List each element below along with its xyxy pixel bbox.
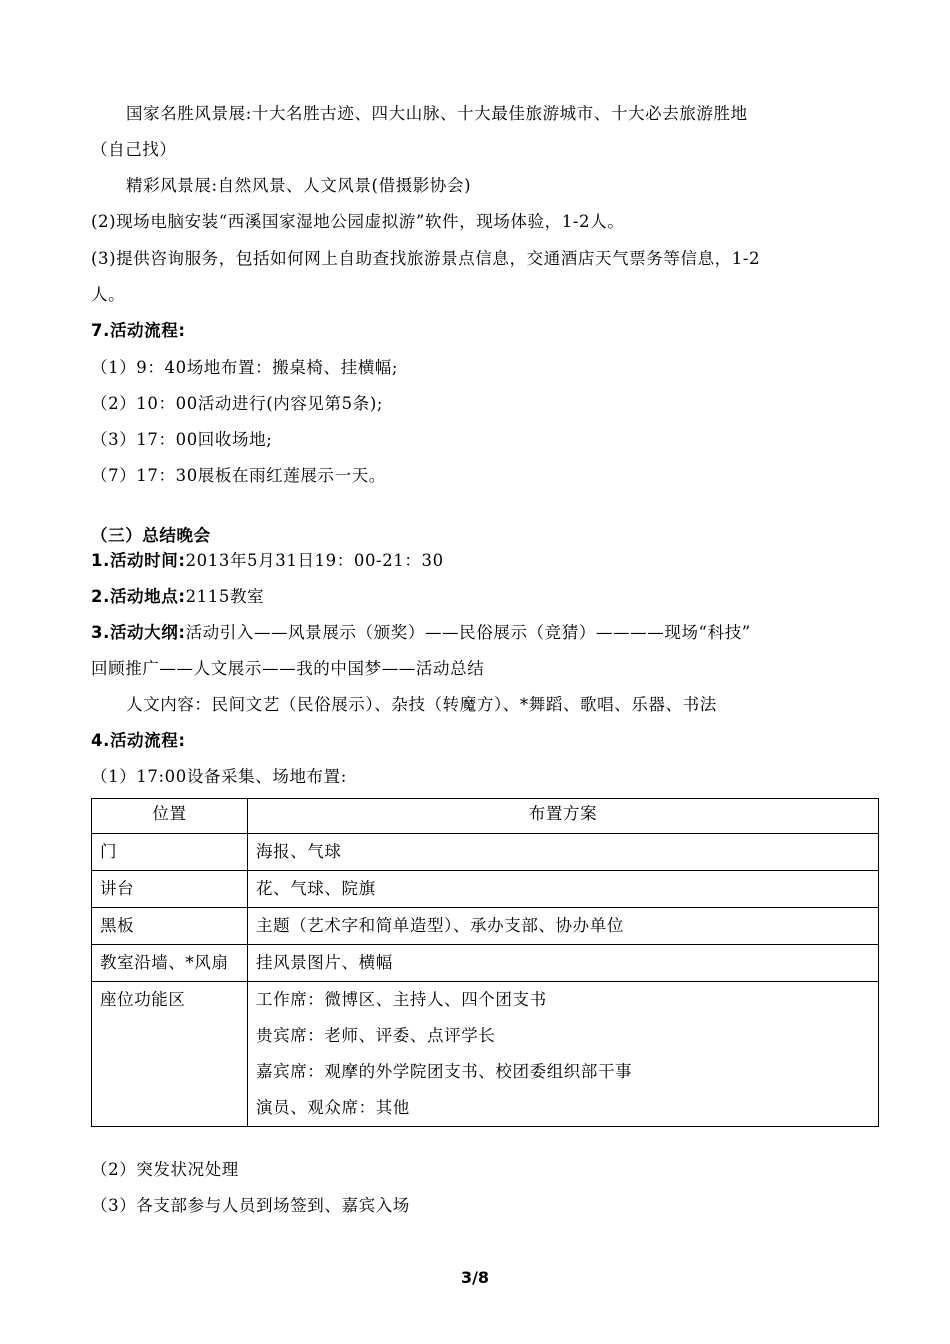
section-heading-flow: 7.活动流程: (91, 321, 186, 340)
table-cell-position: 门 (92, 834, 248, 871)
flow-item-1: （1）9：40场地布置：搬桌椅、挂横幅; (91, 358, 399, 377)
item-3-cont: 人。 (91, 285, 126, 304)
seat-area-audience: 演员、观众席：其他 (256, 1098, 410, 1117)
table-cell-plan (248, 982, 879, 1127)
table-cell-plan: 海报、气球 (248, 834, 879, 871)
activity-time-value: 2013年5月31日19：00-21：30 (185, 551, 444, 570)
table-cell-position: 讲台 (92, 871, 248, 908)
flow-item-2: （2）10：00活动进行(内容见第5条); (91, 394, 384, 413)
table-header-row (92, 799, 879, 834)
table-header-position: 位置 (92, 799, 248, 834)
flow-item-3: （3）17：00回收场地; (91, 430, 273, 449)
table-row (92, 945, 879, 982)
table-row (92, 834, 879, 871)
seat-area-vip: 贵宾席：老师、评委、点评学长 (256, 1026, 496, 1045)
seat-area-guest: 嘉宾席：观摩的外学院团支书、校团委组织部干事 (256, 1062, 633, 1081)
flow2-item-1: （1）17:00设备采集、场地布置: (91, 767, 347, 786)
scenery-exhibit-line: 国家名胜风景展:十大名胜古迹、四大山脉、十大最佳旅游城市、十大必去旅游胜地 (126, 104, 748, 123)
table-header-plan: 布置方案 (248, 799, 879, 834)
page-number: 3/8 (460, 1268, 490, 1287)
table-cell-plan: 挂风景图片、横幅 (248, 945, 879, 982)
activity-place-line (91, 586, 264, 608)
table-cell-position: 座位功能区 (92, 982, 248, 1127)
flow2-item-3: （3）各支部参与人员到场签到、嘉宾入场 (91, 1196, 410, 1215)
item-3-line: (3)提供咨询服务，包括如何网上自助查找旅游景点信息，交通酒店天气票务等信息，1-2 (91, 249, 761, 268)
item-2-line: (2)现场电脑安装“西溪国家湿地公园虚拟游”软件，现场体验，1-2人。 (91, 212, 625, 231)
flow-item-7: （7）17：30展板在雨红莲展示一天。 (91, 466, 386, 485)
activity-outline-line (91, 622, 751, 644)
activity-time-line (91, 550, 444, 572)
table-cell-position: 黑板 (92, 908, 248, 945)
table-cell-plan: 花、气球、院旗 (248, 871, 879, 908)
activity-time-label: 1.活动时间: (91, 551, 186, 570)
table-row (92, 982, 879, 1127)
wonderful-scenery-line: 精彩风景展:自然风景、人文风景(借摄影协会) (126, 176, 472, 195)
scenery-exhibit-note: （自己找） (91, 140, 177, 159)
table-cell-position: 教室沿墙、*风扇 (92, 945, 248, 982)
activity-place-value: 2115教室 (185, 587, 265, 606)
activity-place-label: 2.活动地点: (91, 587, 186, 606)
activity-outline-cont: 回顾推广——人文展示——我的中国梦——活动总结 (91, 659, 485, 678)
table-row (92, 908, 879, 945)
layout-plan-table (91, 798, 879, 1127)
activity-outline-label: 3.活动大纲: (91, 623, 186, 642)
humanities-content-line: 人文内容：民间文艺（民俗展示）、杂技（转魔方）、*舞蹈、歌唱、乐器、书法 (126, 695, 717, 714)
flow2-item-2: （2）突发状况处理 (91, 1160, 239, 1179)
table-row (92, 871, 879, 908)
seat-area-work: 工作席：微博区、主持人、四个团支书 (256, 990, 547, 1009)
section-heading-evening: （三）总结晚会 (91, 526, 211, 545)
table-cell-plan: 主题（艺术字和简单造型）、承办支部、协办单位 (248, 908, 879, 945)
section-heading-flow-2: 4.活动流程: (91, 731, 186, 750)
activity-outline-value: 活动引入——风景展示（颁奖）——民俗展示（竞猜）————现场“科技” (185, 623, 751, 642)
